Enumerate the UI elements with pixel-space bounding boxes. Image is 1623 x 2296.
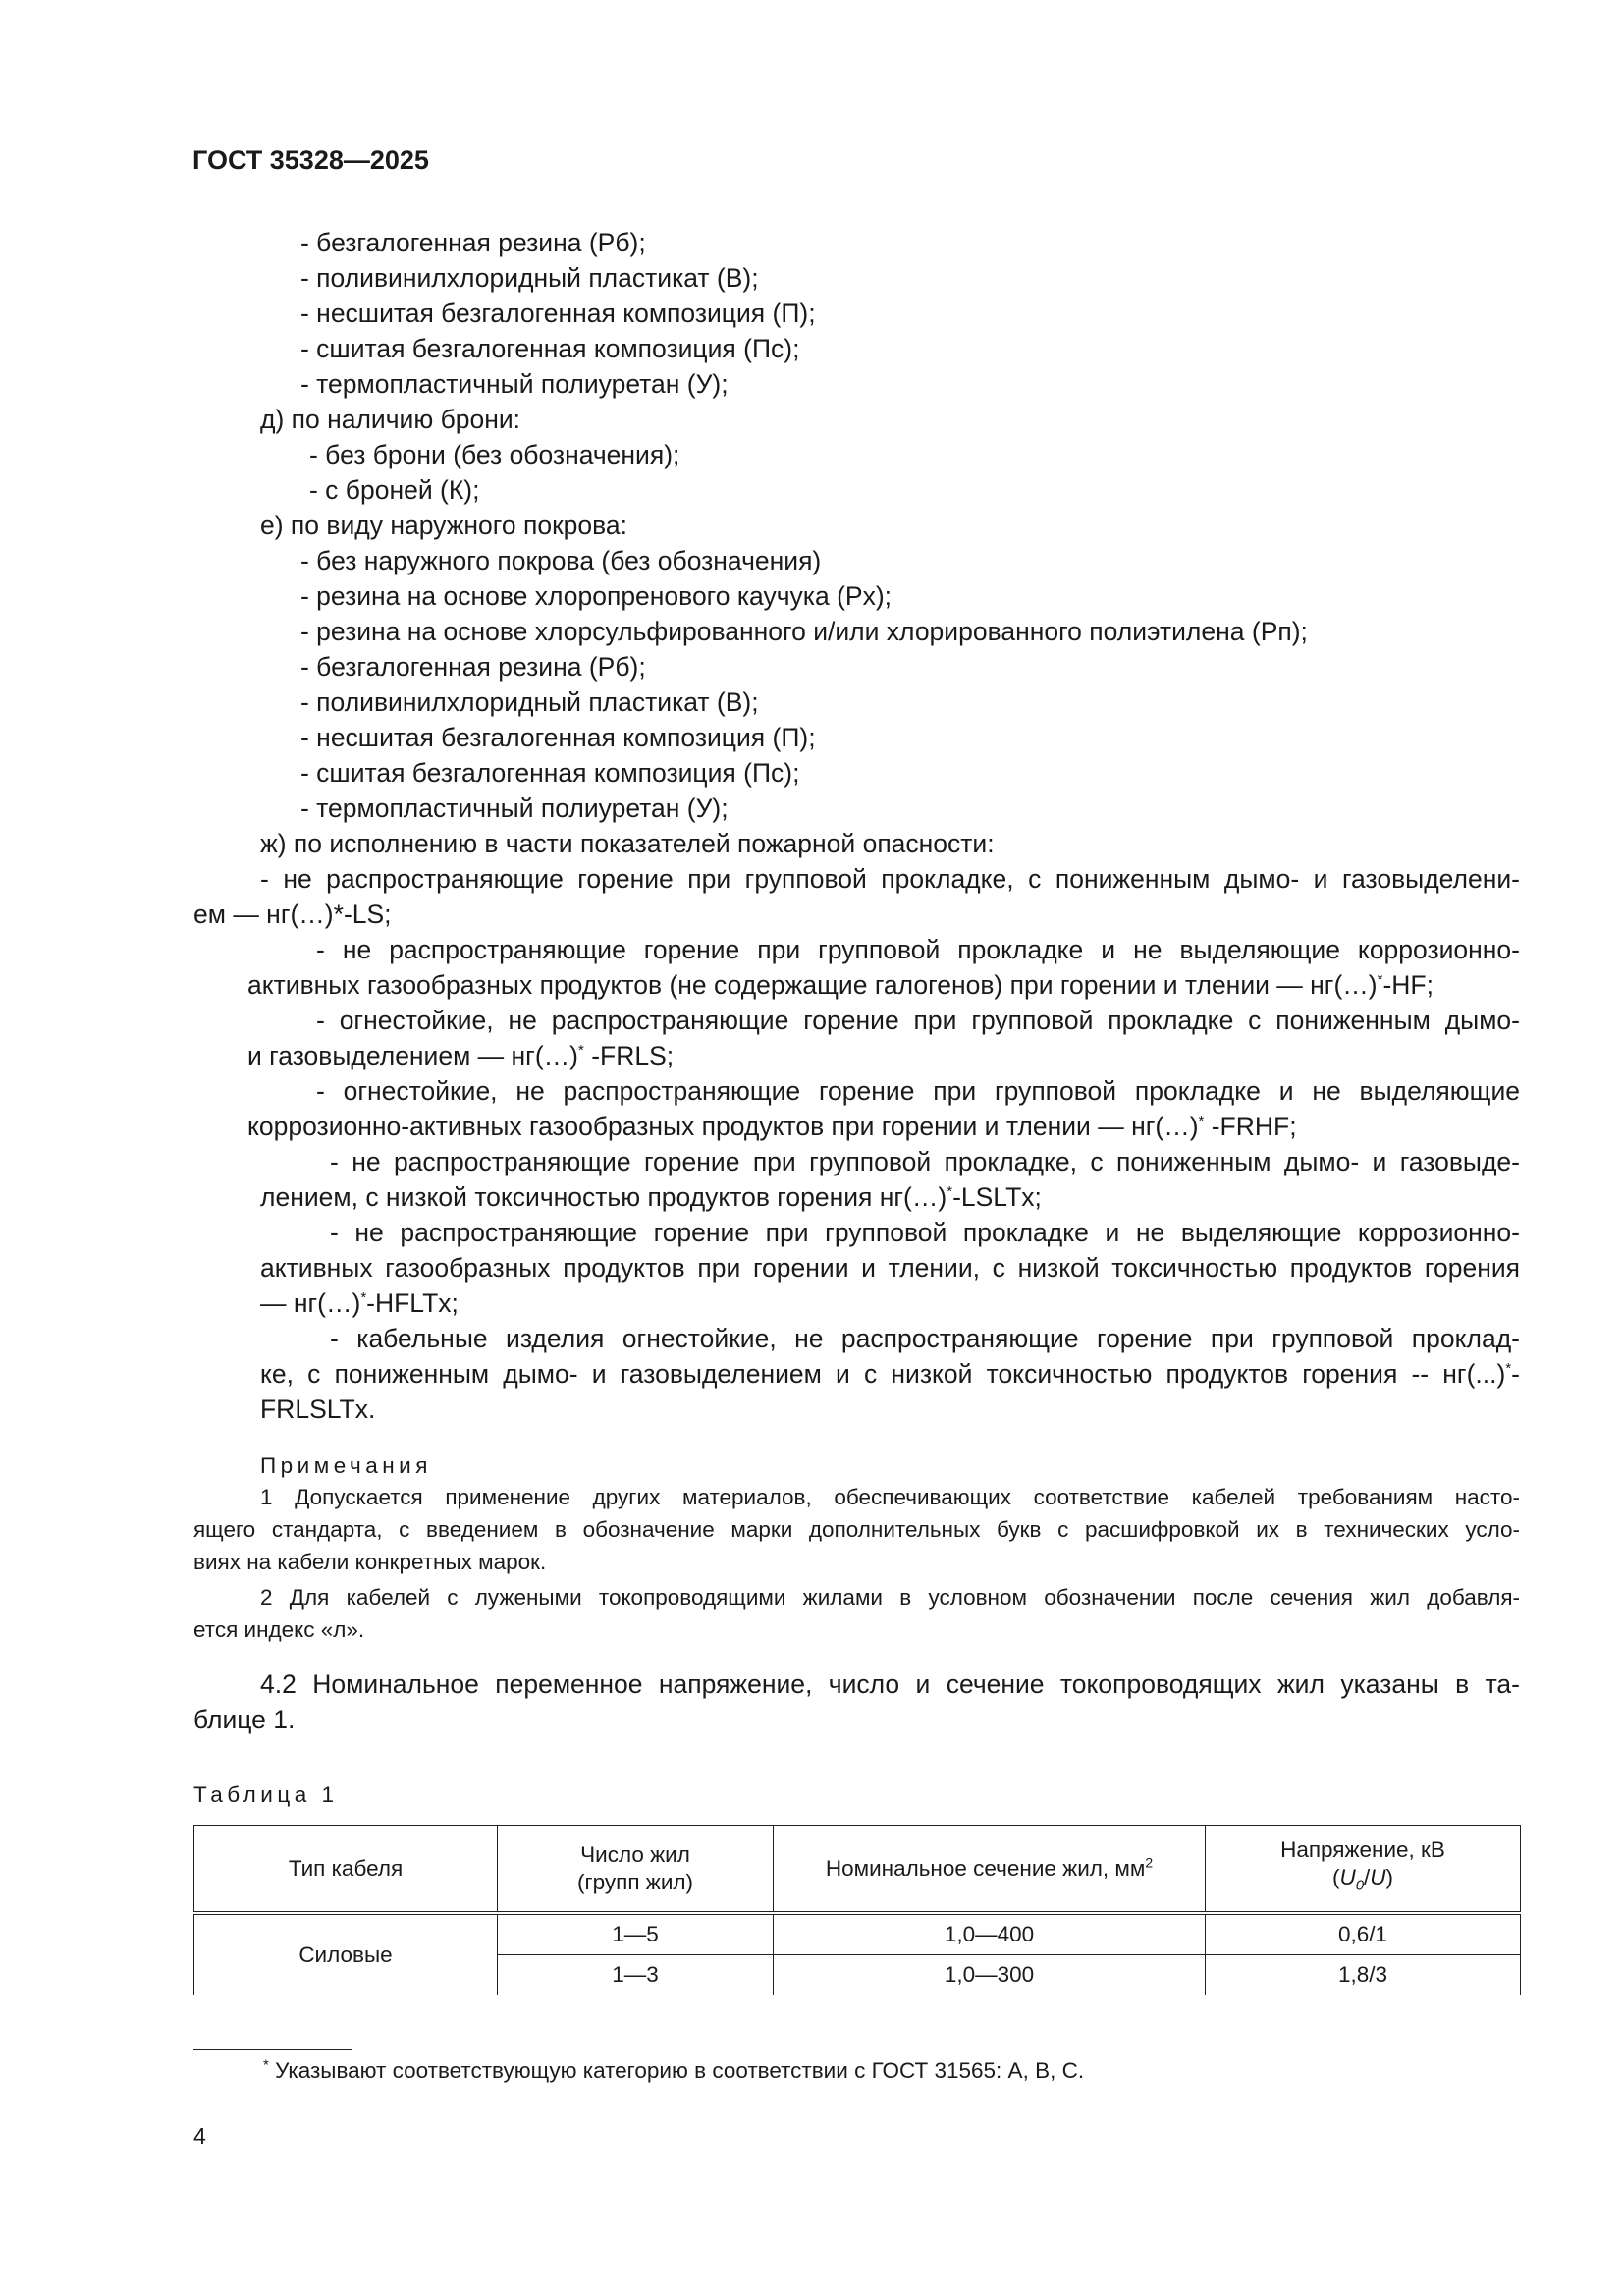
clause-4-2-line-1: 4.2 Номинальное переменное напряжение, число и сечение токопроводящих жил указаны в та- xyxy=(260,1669,1520,1699)
footnote-mark: * xyxy=(947,1183,953,1201)
cell-section: 1,0—300 xyxy=(774,1955,1206,1995)
fire-item-2-line-2: активных газообразных продуктов (не содержащие галогенов) при горении и тлении — нг(…)*-HF; xyxy=(247,970,1434,1000)
list-item: - безгалогенная резина (Рб); xyxy=(300,652,646,682)
list-item: - с броней (К); xyxy=(309,475,480,505)
fire-item-6-line-1: - не распространяющие горение при групповой прокладке и не выделяющие коррозионно- xyxy=(330,1218,1520,1247)
cell-voltage: 0,6/1 xyxy=(1206,1913,1521,1955)
list-item: - несшитая безгалогенная композиция (П); xyxy=(300,299,816,328)
clause-4-2-line-2: блице 1. xyxy=(193,1705,296,1734)
list-item: - без брони (без обозначения); xyxy=(309,440,680,469)
cell-section: 1,0—400 xyxy=(774,1913,1206,1955)
list-item: - термопластичный полиуретан (У); xyxy=(300,369,729,399)
footnote-mark: * xyxy=(578,1042,584,1060)
list-item: - сшитая безгалогенная композиция (Пс); xyxy=(300,758,800,788)
table-caption: Таблица 1 xyxy=(193,1782,339,1807)
list-item: - сшитая безгалогенная композиция (Пс); xyxy=(300,334,800,363)
list-item: - поливинилхлоридный пластикат (В); xyxy=(300,263,759,293)
note-1-line-2: ящего стандарта, с введением в обозначение марки дополнительных букв с расшифровкой их в технических усло- xyxy=(193,1517,1520,1542)
cell-cores: 1—3 xyxy=(498,1955,774,1995)
fire-item-5-line-2: лением, с низкой токсичностью продуктов горения нг(…)*-LSLTx; xyxy=(260,1182,1042,1212)
fire-item-2-line-1: - не распространяющие горение при групповой прокладке и не выделяющие коррозионно- xyxy=(316,935,1520,964)
list-item: - резина на основе хлоропренового каучука (Рх); xyxy=(300,581,893,611)
fire-item-4-line-2: коррозионно-активных газообразных продуктов при горении и тлении — нг(…)* -FRHF; xyxy=(247,1112,1297,1141)
note-1-line-1: 1 Допускается применение других материалов, обеспечивающих соответствие кабелей требованиям насто- xyxy=(260,1485,1520,1509)
list-item: - резина на основе хлорсульфированного и/или хлорированного полиэтилена (Рп); xyxy=(300,617,1308,646)
fire-item-7-line-3: FRLSLTx. xyxy=(260,1394,376,1424)
list-item: - поливинилхлоридный пластикат (В); xyxy=(300,687,759,717)
footnote: * Указывают соответствующую категорию в соответствии с ГОСТ 31565: A, B, C. xyxy=(263,2056,1085,2083)
cell-cable-type: Силовые xyxy=(194,1913,498,1995)
table-row xyxy=(194,1913,1521,1955)
fire-item-1-line-1: - не распространяющие горение при групповой прокладке, с пониженным дымо- и газовыделени- xyxy=(260,864,1520,894)
list-item: - без наружного покрова (без обозначения) xyxy=(300,546,822,575)
fire-item-3-line-1: - огнестойкие, не распространяющие горение при групповой прокладке с пониженным дымо- xyxy=(316,1006,1520,1035)
page-number: 4 xyxy=(193,2123,206,2149)
note-2-line-2: ется индекс «л». xyxy=(193,1617,365,1642)
fire-item-6-line-2: активных газообразных продуктов при горении и тлении, с низкой токсичностью продуктов горения xyxy=(260,1253,1520,1283)
table-header-row xyxy=(194,1826,1521,1914)
document-header: ГОСТ 35328—2025 xyxy=(192,145,429,175)
header-cable-type: Тип кабеля xyxy=(194,1826,498,1914)
footnote-mark: * xyxy=(360,1289,367,1307)
fire-item-7-line-2: ке, с пониженным дымо- и газовыделением и с низкой токсичностью продуктов горения -- нг(...)*- xyxy=(260,1359,1520,1389)
footnote-mark: * xyxy=(1505,1360,1512,1378)
header-nominal-section: Номинальное сечение жил, $мм^2$ xyxy=(774,1826,1206,1914)
footnote-mark: * xyxy=(1198,1113,1205,1130)
cable-table xyxy=(193,1825,1521,1995)
footnote-mark: * xyxy=(263,2056,269,2074)
fire-item-4-line-1: - огнестойкие, не распространяющие горение при групповой прокладке и не выделяющие xyxy=(316,1076,1520,1106)
cell-voltage: 1,8/3 xyxy=(1206,1955,1521,1995)
fire-item-7-line-1: - кабельные изделия огнестойкие, не распространяющие горение при групповой проклад- xyxy=(330,1324,1520,1353)
header-core-count: Число жил (групп жил) xyxy=(498,1826,774,1914)
fire-item-1-line-2: ем — нг(…)*-LS; xyxy=(193,900,392,929)
fire-item-6-line-3: — нг(…)*-HFLTx; xyxy=(260,1288,459,1318)
list-item: - термопластичный полиуретан (У); xyxy=(300,793,729,823)
cell-cores: 1—5 xyxy=(498,1913,774,1955)
list-item: - безгалогенная резина (Рб); xyxy=(300,228,646,257)
fire-item-5-line-1: - не распространяющие горение при групповой прокладке, с пониженным дымо- и газовыде- xyxy=(330,1147,1520,1176)
armor-heading: д) по наличию брони: xyxy=(260,405,521,434)
fire-item-3-line-2: и газовыделением — нг(…)* -FRLS; xyxy=(247,1041,675,1070)
cover-heading: е) по виду наружного покрова: xyxy=(260,511,628,540)
footnote-separator xyxy=(193,2049,352,2050)
note-2-line-1: 2 Для кабелей с лужеными токопроводящими жилами в условном обозначении после сечения жил добавля- xyxy=(260,1585,1520,1610)
header-voltage: Напряжение, кВ $(U_0/U)$ xyxy=(1206,1826,1521,1914)
fire-heading: ж) по исполнению в части показателей пожарной опасности: xyxy=(260,829,995,858)
notes-title: Примечания xyxy=(260,1453,432,1478)
note-1-line-3: виях на кабели конкретных марок. xyxy=(193,1550,547,1574)
list-item: - несшитая безгалогенная композиция (П); xyxy=(300,723,816,752)
footnote-mark: * xyxy=(1377,971,1383,989)
